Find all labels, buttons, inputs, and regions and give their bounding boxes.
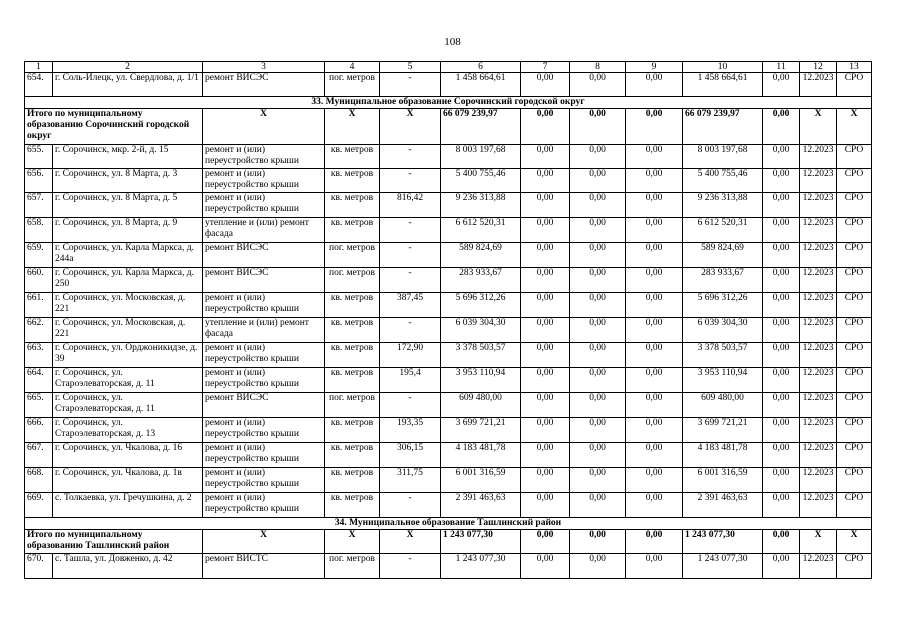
- cost-cell: 0,00: [763, 193, 800, 218]
- quantity-cell: 311,75: [380, 468, 441, 493]
- row-number: 665.: [25, 393, 53, 418]
- table-row: [25, 145, 872, 169]
- cost-cell: 0,00: [570, 73, 626, 97]
- header-cell: 8: [570, 62, 626, 73]
- cost-cell: 0,00: [570, 243, 626, 268]
- quantity-cell: 193,35: [380, 418, 441, 443]
- cost-cell: 0,00: [570, 393, 626, 418]
- date-cell: 12.2023: [800, 73, 837, 97]
- work-type-cell: ремонт ВИСТС: [203, 554, 325, 579]
- date-cell: 12.2023: [800, 218, 837, 243]
- table-row: [25, 468, 872, 493]
- work-type-cell: ремонт ВИСЭС: [203, 73, 325, 97]
- table-row: [25, 393, 872, 418]
- cost-cell: 0,00: [763, 493, 800, 518]
- unit-cell: кв. метров: [325, 418, 380, 443]
- unit-cell: пог. метров: [325, 243, 380, 268]
- cost-cell: 0,00: [626, 443, 683, 468]
- x-cell: X: [800, 530, 837, 554]
- total-cost: 66 079 239,97: [441, 109, 521, 145]
- section-title: 34. Муниципальное образование Ташлинский район: [25, 518, 872, 530]
- total-cost: 4 183 481,78: [441, 443, 521, 468]
- row-number: 669.: [25, 493, 53, 518]
- method-cell: СРО: [837, 554, 872, 579]
- row-number: 660.: [25, 268, 53, 293]
- cost-cell: 0,00: [521, 418, 570, 443]
- program-table: [24, 61, 872, 579]
- table-row: [25, 343, 872, 368]
- cost-cell: 0,00: [763, 318, 800, 343]
- cost-cell: 0,00: [763, 530, 800, 554]
- work-type-cell: ремонт и (или) переустройство крыши: [203, 418, 325, 443]
- date-cell: 12.2023: [800, 293, 837, 318]
- work-type-cell: ремонт ВИСЭС: [203, 268, 325, 293]
- cost-cell: 0,00: [570, 169, 626, 193]
- work-type-cell: ремонт и (или) переустройство крыши: [203, 443, 325, 468]
- address-cell: г. Сорочинск, ул. 8 Марта, д. 5: [53, 193, 203, 218]
- column-number-header-row: [25, 62, 872, 73]
- date-cell: 12.2023: [800, 443, 837, 468]
- x-cell: X: [837, 530, 872, 554]
- method-cell: СРО: [837, 418, 872, 443]
- quantity-cell: -: [380, 493, 441, 518]
- x-cell: X: [837, 109, 872, 145]
- table-row: [25, 243, 872, 268]
- cost-cell: 0,00: [763, 109, 800, 145]
- cost-cell: 0,00: [763, 343, 800, 368]
- method-cell: СРО: [837, 193, 872, 218]
- cost-cell: 0,00: [570, 468, 626, 493]
- cost-cell: 0,00: [763, 554, 800, 579]
- cost-cell: 0,00: [626, 145, 683, 169]
- header-cell: 10: [683, 62, 763, 73]
- row-number: 656.: [25, 169, 53, 193]
- header-cell: 6: [441, 62, 521, 73]
- cost-cell: 0,00: [521, 443, 570, 468]
- row-number: 666.: [25, 418, 53, 443]
- cost-cell: 0,00: [570, 109, 626, 145]
- date-cell: 12.2023: [800, 468, 837, 493]
- quantity-cell: -: [380, 218, 441, 243]
- x-cell: X: [325, 109, 380, 145]
- quantity-cell: -: [380, 243, 441, 268]
- total-row: [25, 530, 872, 554]
- cost-cell: 0,00: [521, 218, 570, 243]
- cost-cell: 0,00: [763, 293, 800, 318]
- total-cost: 5 400 755,46: [441, 169, 521, 193]
- unit-cell: кв. метров: [325, 318, 380, 343]
- date-cell: 12.2023: [800, 169, 837, 193]
- cost-cell: 0,00: [570, 530, 626, 554]
- header-cell: 5: [380, 62, 441, 73]
- cost-cell: 0,00: [626, 73, 683, 97]
- header-cell: 11: [763, 62, 800, 73]
- method-cell: СРО: [837, 468, 872, 493]
- address-cell: г. Сорочинск, ул. Карла Маркса, д. 244а: [53, 243, 203, 268]
- total-cost: 3 699 721,21: [441, 418, 521, 443]
- x-cell: X: [203, 530, 325, 554]
- total-cost: 6 612 520,31: [441, 218, 521, 243]
- quantity-cell: -: [380, 145, 441, 169]
- cost-cell: 0,00: [763, 243, 800, 268]
- cost-cell: 0,00: [626, 343, 683, 368]
- cost-cell: 1 243 077,30: [683, 530, 763, 554]
- total-label: Итого по муниципальному образованию Сорочинский городской округ: [25, 109, 203, 145]
- quantity-cell: -: [380, 268, 441, 293]
- header-cell: 7: [521, 62, 570, 73]
- work-type-cell: ремонт ВИСЭС: [203, 393, 325, 418]
- row-number: 664.: [25, 368, 53, 393]
- cost-cell: 0,00: [626, 393, 683, 418]
- quantity-cell: 816,42: [380, 193, 441, 218]
- address-cell: г. Сорочинск, ул. Староэлеваторская, д. 13: [53, 418, 203, 443]
- method-cell: СРО: [837, 169, 872, 193]
- unit-cell: кв. метров: [325, 293, 380, 318]
- cost-cell: 5 400 755,46: [683, 169, 763, 193]
- total-cost: 9 236 313,88: [441, 193, 521, 218]
- address-cell: с. Толкаевка, ул. Гречушкина, д. 2: [53, 493, 203, 518]
- work-type-cell: ремонт и (или) переустройство крыши: [203, 493, 325, 518]
- cost-cell: 0,00: [521, 393, 570, 418]
- address-cell: г. Сорочинск, мкр. 2-й, д. 15: [53, 145, 203, 169]
- header-cell: 9: [626, 62, 683, 73]
- total-cost: 5 696 312,26: [441, 293, 521, 318]
- date-cell: 12.2023: [800, 368, 837, 393]
- cost-cell: 0,00: [626, 318, 683, 343]
- cost-cell: 0,00: [521, 293, 570, 318]
- unit-cell: пог. метров: [325, 268, 380, 293]
- work-type-cell: ремонт и (или) переустройство крыши: [203, 293, 325, 318]
- cost-cell: 6 001 316,59: [683, 468, 763, 493]
- cost-cell: 0,00: [570, 418, 626, 443]
- work-type-cell: ремонт ВИСЭС: [203, 243, 325, 268]
- row-number: 663.: [25, 343, 53, 368]
- total-cost: 6 039 304,30: [441, 318, 521, 343]
- method-cell: СРО: [837, 268, 872, 293]
- date-cell: 12.2023: [800, 243, 837, 268]
- cost-cell: 283 933,67: [683, 268, 763, 293]
- row-number: 668.: [25, 468, 53, 493]
- unit-cell: пог. метров: [325, 393, 380, 418]
- unit-cell: кв. метров: [325, 443, 380, 468]
- unit-cell: кв. метров: [325, 218, 380, 243]
- cost-cell: 0,00: [521, 193, 570, 218]
- cost-cell: 0,00: [521, 268, 570, 293]
- cost-cell: 0,00: [626, 554, 683, 579]
- cost-cell: 0,00: [626, 530, 683, 554]
- unit-cell: кв. метров: [325, 468, 380, 493]
- work-type-cell: ремонт и (или) переустройство крыши: [203, 145, 325, 169]
- cost-cell: 0,00: [763, 468, 800, 493]
- cost-cell: 0,00: [763, 393, 800, 418]
- unit-cell: кв. метров: [325, 343, 380, 368]
- cost-cell: 0,00: [763, 73, 800, 97]
- cost-cell: 0,00: [626, 468, 683, 493]
- section-title: 33. Муниципальное образование Сорочинский городской округ: [25, 97, 872, 109]
- cost-cell: 0,00: [570, 343, 626, 368]
- date-cell: 12.2023: [800, 318, 837, 343]
- cost-cell: 0,00: [570, 554, 626, 579]
- table-row: [25, 218, 872, 243]
- table-row: [25, 493, 872, 518]
- cost-cell: 66 079 239,97: [683, 109, 763, 145]
- quantity-cell: 306,15: [380, 443, 441, 468]
- x-cell: X: [800, 109, 837, 145]
- cost-cell: 0,00: [521, 109, 570, 145]
- row-number: 661.: [25, 293, 53, 318]
- quantity-cell: -: [380, 169, 441, 193]
- cost-cell: 0,00: [763, 218, 800, 243]
- cost-cell: 0,00: [570, 268, 626, 293]
- address-cell: г. Сорочинск, ул. 8 Марта, д. 3: [53, 169, 203, 193]
- row-number: 662.: [25, 318, 53, 343]
- table-row: [25, 554, 872, 579]
- address-cell: г. Сорочинск, ул. Чкалова, д. 16: [53, 443, 203, 468]
- cost-cell: 0,00: [763, 145, 800, 169]
- unit-cell: кв. метров: [325, 193, 380, 218]
- cost-cell: 0,00: [521, 318, 570, 343]
- cost-cell: 0,00: [570, 368, 626, 393]
- cost-cell: 0,00: [521, 554, 570, 579]
- method-cell: СРО: [837, 318, 872, 343]
- cost-cell: 0,00: [763, 443, 800, 468]
- cost-cell: 0,00: [763, 169, 800, 193]
- row-number: 670.: [25, 554, 53, 579]
- date-cell: 12.2023: [800, 493, 837, 518]
- total-cost: 1 243 077,30: [441, 554, 521, 579]
- address-cell: г. Соль-Илецк, ул. Свердлова, д. 1/1: [53, 73, 203, 97]
- quantity-cell: -: [380, 393, 441, 418]
- cost-cell: 0,00: [570, 218, 626, 243]
- unit-cell: кв. метров: [325, 169, 380, 193]
- cost-cell: 0,00: [570, 493, 626, 518]
- cost-cell: 3 699 721,21: [683, 418, 763, 443]
- method-cell: СРО: [837, 443, 872, 468]
- row-number: 658.: [25, 218, 53, 243]
- table-row: [25, 268, 872, 293]
- header-cell: 2: [53, 62, 203, 73]
- method-cell: СРО: [837, 293, 872, 318]
- table-row: [25, 318, 872, 343]
- total-cost: 283 933,67: [441, 268, 521, 293]
- row-number: 667.: [25, 443, 53, 468]
- total-cost: 1 458 664,61: [441, 73, 521, 97]
- work-type-cell: утепление и (или) ремонт фасада: [203, 218, 325, 243]
- total-cost: 8 003 197,68: [441, 145, 521, 169]
- table-row: [25, 169, 872, 193]
- cost-cell: 589 824,69: [683, 243, 763, 268]
- cost-cell: 0,00: [626, 243, 683, 268]
- work-type-cell: ремонт и (или) переустройство крыши: [203, 169, 325, 193]
- total-cost: 609 480,00: [441, 393, 521, 418]
- unit-cell: пог. метров: [325, 73, 380, 97]
- table-row: [25, 418, 872, 443]
- x-cell: X: [380, 109, 441, 145]
- row-number: 659.: [25, 243, 53, 268]
- cost-cell: 3 953 110,94: [683, 368, 763, 393]
- date-cell: 12.2023: [800, 343, 837, 368]
- page-number: 108: [444, 36, 461, 48]
- total-row: [25, 109, 872, 145]
- date-cell: 12.2023: [800, 554, 837, 579]
- header-cell: 1: [25, 62, 53, 73]
- method-cell: СРО: [837, 343, 872, 368]
- method-cell: СРО: [837, 218, 872, 243]
- cost-cell: 5 696 312,26: [683, 293, 763, 318]
- header-cell: 12: [800, 62, 837, 73]
- cost-cell: 0,00: [626, 293, 683, 318]
- unit-cell: пог. метров: [325, 554, 380, 579]
- method-cell: СРО: [837, 493, 872, 518]
- date-cell: 12.2023: [800, 418, 837, 443]
- cost-cell: 0,00: [521, 145, 570, 169]
- cost-cell: 0,00: [626, 218, 683, 243]
- header-cell: 3: [203, 62, 325, 73]
- cost-cell: 8 003 197,68: [683, 145, 763, 169]
- x-cell: X: [203, 109, 325, 145]
- cost-cell: 0,00: [763, 418, 800, 443]
- cost-cell: 0,00: [626, 368, 683, 393]
- row-number: 657.: [25, 193, 53, 218]
- total-cost: 3 953 110,94: [441, 368, 521, 393]
- date-cell: 12.2023: [800, 145, 837, 169]
- address-cell: г. Сорочинск, ул. Орджоникидзе, д. 39: [53, 343, 203, 368]
- x-cell: X: [325, 530, 380, 554]
- cost-cell: 0,00: [521, 73, 570, 97]
- address-cell: с. Ташла, ул. Довженко, д. 42: [53, 554, 203, 579]
- method-cell: СРО: [837, 145, 872, 169]
- total-cost: 2 391 463,63: [441, 493, 521, 518]
- quantity-cell: 172,90: [380, 343, 441, 368]
- cost-cell: 0,00: [570, 318, 626, 343]
- section-header-row: [25, 518, 872, 530]
- unit-cell: кв. метров: [325, 368, 380, 393]
- cost-cell: 0,00: [521, 493, 570, 518]
- method-cell: СРО: [837, 243, 872, 268]
- work-type-cell: ремонт и (или) переустройство крыши: [203, 368, 325, 393]
- method-cell: СРО: [837, 73, 872, 97]
- cost-cell: 1 458 664,61: [683, 73, 763, 97]
- cost-cell: 0,00: [521, 368, 570, 393]
- cost-cell: 0,00: [521, 169, 570, 193]
- quantity-cell: -: [380, 554, 441, 579]
- cost-cell: 0,00: [521, 468, 570, 493]
- cost-cell: 0,00: [521, 243, 570, 268]
- work-type-cell: ремонт и (или) переустройство крыши: [203, 343, 325, 368]
- row-number: 655.: [25, 145, 53, 169]
- work-type-cell: ремонт и (или) переустройство крыши: [203, 468, 325, 493]
- address-cell: г. Сорочинск, ул. Староэлеваторская, д. 11: [53, 368, 203, 393]
- cost-cell: 0,00: [763, 268, 800, 293]
- address-cell: г. Сорочинск, ул. Московская, д. 221: [53, 318, 203, 343]
- cost-cell: 0,00: [626, 268, 683, 293]
- date-cell: 12.2023: [800, 268, 837, 293]
- cost-cell: 6 039 304,30: [683, 318, 763, 343]
- quantity-cell: 195,4: [380, 368, 441, 393]
- table-row: [25, 193, 872, 218]
- address-cell: г. Сорочинск, ул. 8 Марта, д. 9: [53, 218, 203, 243]
- cost-cell: 1 243 077,30: [683, 554, 763, 579]
- total-cost: 589 824,69: [441, 243, 521, 268]
- header-cell: 13: [837, 62, 872, 73]
- unit-cell: кв. метров: [325, 145, 380, 169]
- method-cell: СРО: [837, 393, 872, 418]
- x-cell: X: [380, 530, 441, 554]
- address-cell: г. Сорочинск, ул. Чкалова, д. 1в: [53, 468, 203, 493]
- cost-cell: 0,00: [626, 193, 683, 218]
- cost-cell: 0,00: [626, 418, 683, 443]
- method-cell: СРО: [837, 368, 872, 393]
- cost-cell: 0,00: [626, 109, 683, 145]
- row-number: 654.: [25, 73, 53, 97]
- cost-cell: 0,00: [570, 193, 626, 218]
- cost-cell: 0,00: [570, 145, 626, 169]
- total-label: Итого по муниципальному образованию Ташлинский район: [25, 530, 203, 554]
- cost-cell: 0,00: [626, 169, 683, 193]
- quantity-cell: 387,45: [380, 293, 441, 318]
- section-header-row: [25, 97, 872, 109]
- cost-cell: 0,00: [763, 368, 800, 393]
- cost-cell: 6 612 520,31: [683, 218, 763, 243]
- cost-cell: 0,00: [570, 293, 626, 318]
- date-cell: 12.2023: [800, 193, 837, 218]
- address-cell: г. Сорочинск, ул. Московская, д. 221: [53, 293, 203, 318]
- cost-cell: 0,00: [521, 343, 570, 368]
- table-row: [25, 368, 872, 393]
- cost-cell: 0,00: [626, 493, 683, 518]
- cost-cell: 3 378 503,57: [683, 343, 763, 368]
- total-cost: 1 243 077,30: [441, 530, 521, 554]
- table-row: [25, 443, 872, 468]
- work-type-cell: ремонт и (или) переустройство крыши: [203, 193, 325, 218]
- quantity-cell: -: [380, 73, 441, 97]
- address-cell: г. Сорочинск, ул. Староэлеваторская, д. 11: [53, 393, 203, 418]
- cost-cell: 4 183 481,78: [683, 443, 763, 468]
- cost-cell: 0,00: [570, 443, 626, 468]
- cost-cell: 2 391 463,63: [683, 493, 763, 518]
- quantity-cell: -: [380, 318, 441, 343]
- table-row: [25, 293, 872, 318]
- header-cell: 4: [325, 62, 380, 73]
- cost-cell: 9 236 313,88: [683, 193, 763, 218]
- table-row: [25, 73, 872, 97]
- cost-cell: 609 480,00: [683, 393, 763, 418]
- address-cell: г. Сорочинск, ул. Карла Маркса, д. 250: [53, 268, 203, 293]
- cost-cell: 0,00: [521, 530, 570, 554]
- unit-cell: кв. метров: [325, 493, 380, 518]
- work-type-cell: утепление и (или) ремонт фасада: [203, 318, 325, 343]
- total-cost: 6 001 316,59: [441, 468, 521, 493]
- date-cell: 12.2023: [800, 393, 837, 418]
- total-cost: 3 378 503,57: [441, 343, 521, 368]
